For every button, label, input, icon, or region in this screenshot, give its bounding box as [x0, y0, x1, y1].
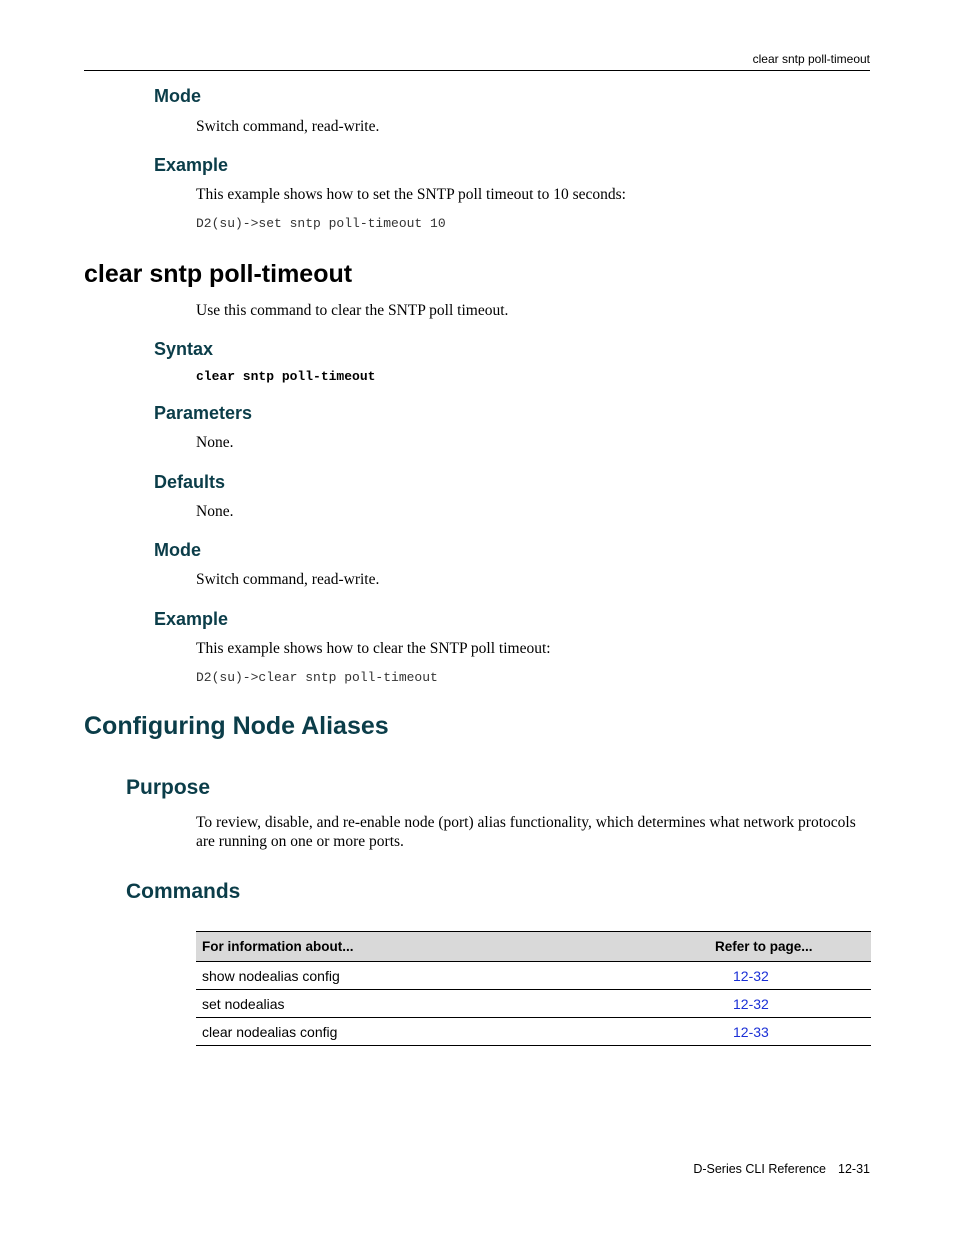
example-code-prev: D2(su)->set sntp poll-timeout 10	[196, 216, 446, 231]
purpose-heading: Purpose	[126, 776, 211, 799]
purpose-text: To review, disable, and re-enable node (port) alias functionality, which determines what network protocols are running on one or more ports.	[196, 814, 856, 850]
table-row	[196, 962, 871, 990]
mode-heading-prev: Mode	[154, 86, 201, 106]
section-title-clear-sntp: clear sntp poll-timeout	[84, 260, 353, 288]
defaults-text: None.	[196, 503, 234, 520]
defaults-heading: Defaults	[154, 472, 226, 492]
syntax-heading: Syntax	[154, 339, 214, 359]
commands-heading: Commands	[126, 880, 241, 903]
row-topic: set nodealias	[196, 990, 709, 1018]
example-heading-prev: Example	[154, 155, 229, 175]
mode-heading: Mode	[154, 540, 201, 560]
footer-book-title: D-Series CLI Reference	[693, 1162, 827, 1176]
page-link[interactable]: 12-32	[733, 995, 769, 1012]
column-header-page: Refer to page...	[709, 932, 871, 962]
parameters-text: None.	[196, 434, 234, 451]
example-code: D2(su)->clear sntp poll-timeout	[196, 670, 438, 685]
header-rule	[84, 70, 870, 71]
clear-intro: Use this command to clear the SNTP poll timeout.	[196, 302, 509, 319]
parameters-heading: Parameters	[154, 403, 253, 423]
mode-text-prev: Switch command, read-write.	[196, 118, 380, 135]
page-link[interactable]: 12-32	[733, 967, 769, 984]
running-header: clear sntp poll-timeout	[752, 52, 870, 66]
syntax-code: clear sntp poll-timeout	[196, 369, 376, 384]
commands-table	[196, 931, 871, 1046]
example-text-prev: This example shows how to set the SNTP poll timeout to 10 seconds:	[196, 186, 626, 203]
table-header-row	[196, 932, 871, 962]
example-heading: Example	[154, 609, 229, 629]
table-row	[196, 990, 871, 1018]
column-header-topic: For information about...	[196, 932, 709, 962]
table-row	[196, 1018, 871, 1046]
row-topic: clear nodealias config	[196, 1018, 709, 1046]
page-link[interactable]: 12-33	[733, 1023, 769, 1040]
row-topic: show nodealias config	[196, 962, 709, 990]
example-text: This example shows how to clear the SNTP poll timeout:	[196, 640, 551, 657]
page-footer	[693, 1162, 870, 1176]
footer-page-number: 12-31	[838, 1162, 870, 1176]
section-title-node-aliases: Configuring Node Aliases	[84, 712, 389, 740]
mode-text: Switch command, read-write.	[196, 571, 380, 588]
